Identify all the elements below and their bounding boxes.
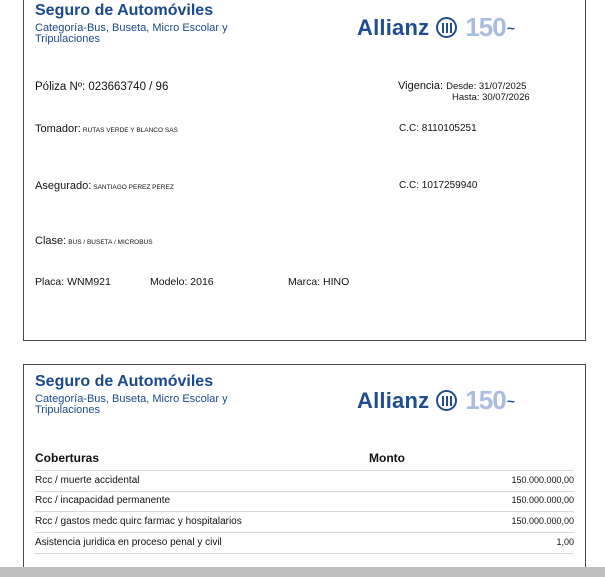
coverage-amount: 150.000.000,00 (511, 495, 574, 505)
placa: Placa: WNM921 (35, 276, 111, 288)
coverage-row (35, 533, 574, 554)
bottom-scroll-bar (0, 567, 605, 577)
card-subtitle: Categoría-Bus, Buseta, Micro Escolar y Tripulaciones (35, 22, 228, 45)
coverage-amount: 150.000.000,00 (511, 516, 574, 526)
clase (35, 235, 153, 247)
brand-name: Allianz (357, 387, 430, 413)
vigencia-label: Vigencia: (398, 80, 444, 92)
anniversary-dash-icon: ~ (506, 19, 515, 36)
asegurado-label: Asegurado: (35, 180, 92, 192)
vigencia-hasta: Hasta: 30/07/2026 (452, 92, 530, 103)
asegurado-cc: C.C: 1017259940 (399, 180, 478, 191)
coverage-row (35, 470, 574, 492)
allianz-brand (357, 385, 515, 416)
coverage-amount: 1,00 (556, 537, 574, 547)
allianz-logo-icon (436, 390, 457, 411)
asegurado (35, 180, 174, 192)
col-coberturas: Coberturas (35, 451, 100, 465)
coverage-card (23, 364, 586, 577)
allianz-logo-icon (436, 17, 457, 38)
anniversary-150: 150 (465, 12, 506, 42)
brand-name: Allianz (357, 14, 430, 40)
coverage-name: Asistencia juridica en proceso penal y civil (35, 537, 222, 548)
allianz-brand (357, 12, 515, 43)
coverage-name: Rcc / muerte accidental (35, 475, 140, 486)
coverage-name: Rcc / incapacidad permanente (35, 495, 171, 506)
anniversary-dash-icon: ~ (506, 392, 515, 409)
coverage-row (35, 512, 574, 533)
clase-label: Clase: (35, 235, 67, 247)
policy-card-header (23, 0, 586, 341)
card-title: Seguro de Automóviles (35, 2, 214, 19)
coverage-row (35, 491, 574, 512)
coverage-name: Rcc / gastos medc quirc farmac y hospitalarios (35, 516, 242, 527)
card-subtitle: Categoría-Bus, Buseta, Micro Escolar y Tripulaciones (35, 393, 228, 416)
tomador (35, 123, 178, 135)
marca: Marca: HINO (288, 276, 350, 288)
policy-number: Póliza Nº: 023663740 / 96 (35, 81, 169, 93)
card-title: Seguro de Automóviles (35, 373, 214, 390)
anniversary-150: 150 (465, 385, 506, 415)
tomador-label: Tomador: (35, 123, 81, 135)
tomador-value: RUTAS VERDE Y BLANCO SAS (82, 127, 178, 134)
coverage-amount: 150.000.000,00 (511, 475, 574, 485)
clase-value: BUS / BUSETA / MICROBUS (68, 239, 153, 246)
col-monto: Monto (369, 451, 405, 465)
vigencia (398, 80, 530, 103)
vigencia-desde: Desde: 31/07/2025 (446, 81, 527, 92)
tomador-cc: C.C: 8110105251 (399, 123, 477, 134)
modelo: Modelo: 2016 (150, 276, 214, 288)
asegurado-value: SANTIAGO PEREZ PEREZ (93, 184, 174, 191)
